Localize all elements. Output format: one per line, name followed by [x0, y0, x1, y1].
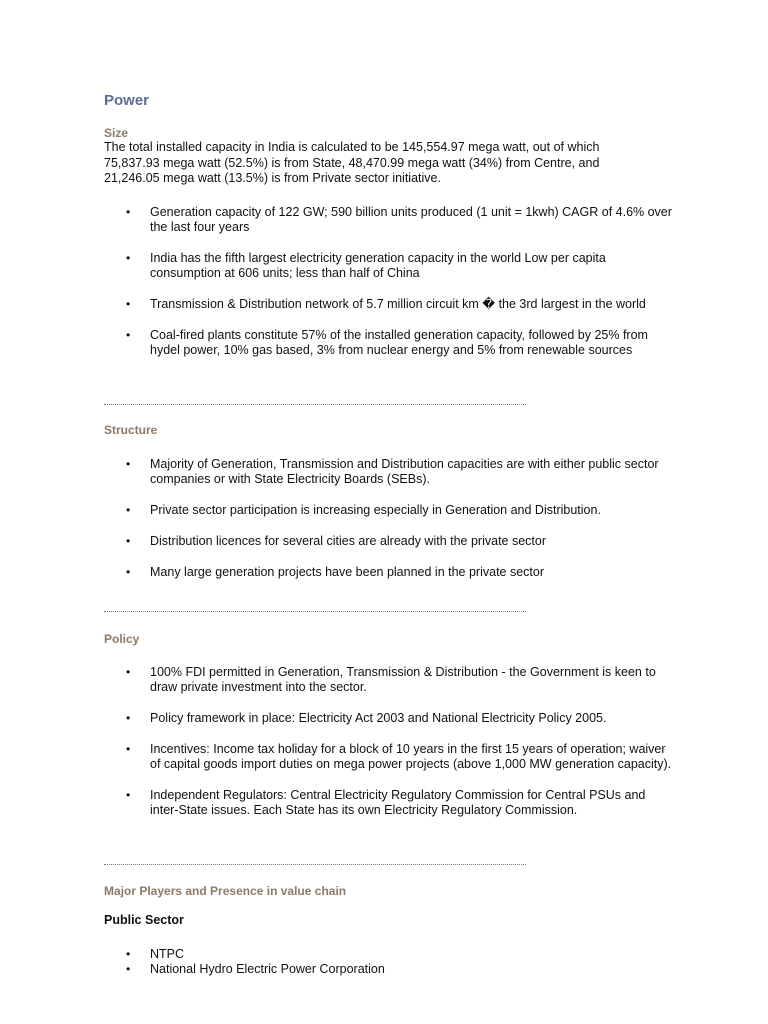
list-item: • Coal-fired plants constitute 57% of the installed generation capacity, followed by 25% from hydel power, 10% gas based, 3% from nuclear energy and 5% from renewable sources	[104, 328, 674, 358]
list-item: • Incentives: Income tax holiday for a block of 10 years in the first 15 years of operation; waiver of capital goods import duties on mega power projects (above 1,000 MW generation capacity).	[104, 742, 674, 772]
section-heading-major-players: Major Players and Presence in value chain	[104, 884, 347, 898]
section-divider	[104, 611, 526, 612]
list-item: • Independent Regulators: Central Electricity Regulatory Commission for Central PSUs and inter-State issues. Each State has its own Electricity Regulatory Commission.	[104, 788, 674, 818]
size-intro-paragraph: The total installed capacity in India is calculated to be 145,554.97 mega watt, out of which 75,837.93 mega watt (52.5%) is from State, 48,470.99 mega watt (34%) from Centre, and 21,246.05 mega watt (13.5%) is from Private sector initiative.	[104, 140, 600, 185]
list-item: • Policy framework in place: Electricity Act 2003 and National Electricity Policy 2005.	[104, 711, 674, 726]
public-sector-heading: Public Sector	[104, 913, 184, 927]
section-divider	[104, 404, 526, 405]
policy-bullet-list	[104, 665, 674, 834]
list-item: • National Hydro Electric Power Corporation	[104, 962, 674, 977]
list-item: • 100% FDI permitted in Generation, Transmission & Distribution - the Government is keen to draw private investment into the sector.	[104, 665, 674, 695]
list-item: • India has the fifth largest electricity generation capacity in the world Low per capita consumption at 606 units; less than half of China	[104, 251, 674, 281]
list-item: • Generation capacity of 122 GW; 590 billion units produced (1 unit = 1kwh) CAGR of 4.6% over the last four years	[104, 205, 674, 235]
list-item: • NTPC	[104, 947, 674, 962]
structure-bullet-list	[104, 457, 674, 596]
section-heading-structure: Structure	[104, 423, 158, 437]
section-heading-policy: Policy	[104, 632, 140, 646]
section-heading-size: Size	[104, 126, 129, 140]
section-divider	[104, 864, 526, 865]
list-item: • Many large generation projects have been planned in the private sector	[104, 565, 674, 580]
list-item: • Private sector participation is increasing especially in Generation and Distribution.	[104, 503, 674, 518]
list-item: • Distribution licences for several cities are already with the private sector	[104, 534, 674, 549]
size-bullet-list	[104, 205, 674, 374]
page-title: Power	[104, 92, 150, 109]
list-item: • Transmission & Distribution network of 5.7 million circuit km � the 3rd largest in the world	[104, 297, 674, 312]
public-sector-list	[104, 947, 674, 977]
list-item: • Majority of Generation, Transmission and Distribution capacities are with either public sector companies or with State Electricity Boards (SEBs).	[104, 457, 674, 487]
